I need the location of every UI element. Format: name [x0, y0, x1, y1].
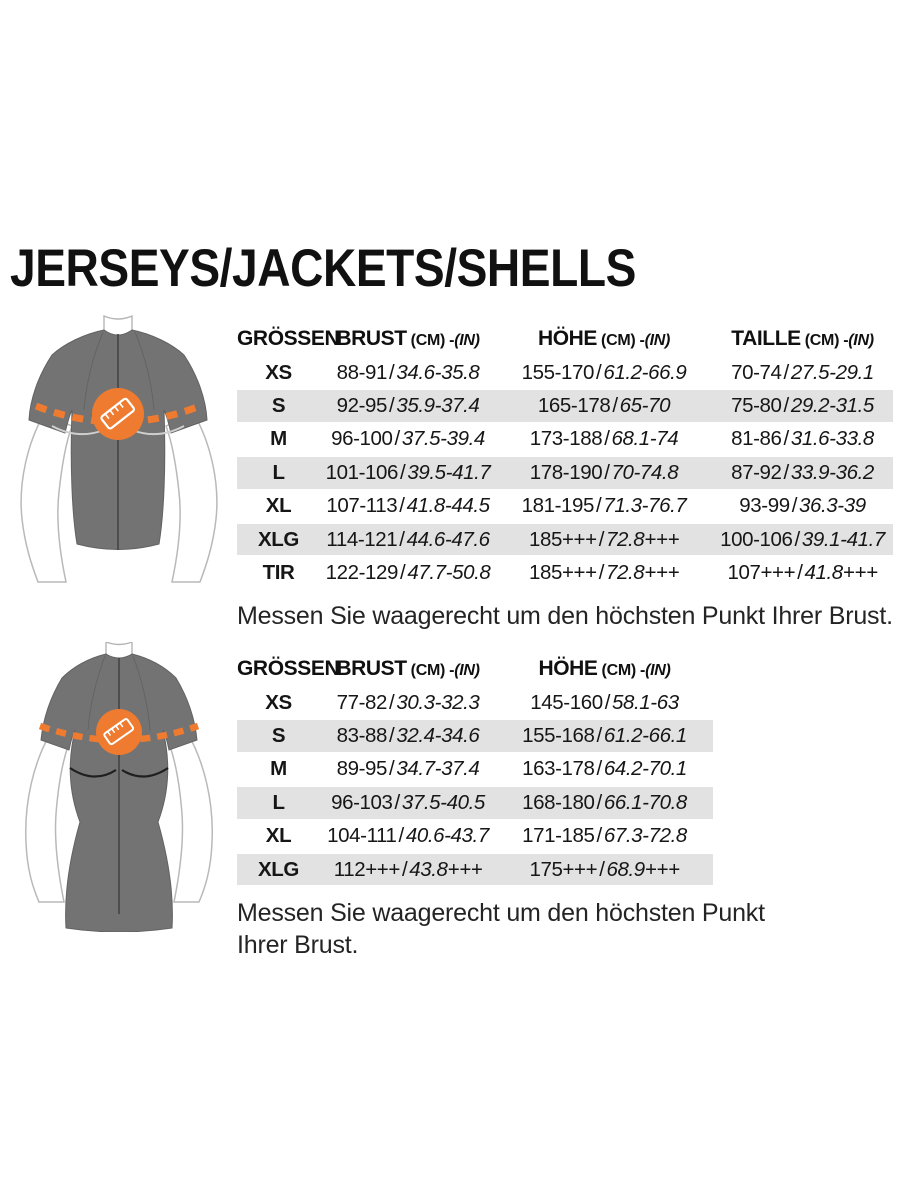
measurement-cell: 168-180 / 66.1-70.8: [522, 790, 687, 814]
measuring-note-men: Messen Sie waagerecht um den höchsten Punkt Ihrer Brust.: [237, 602, 893, 630]
measurement-cell: 165-178 / 65-70: [537, 394, 671, 418]
size-name: XLG: [258, 527, 299, 551]
measurement-cell: 96-100 / 37.5-39.4: [331, 427, 485, 451]
measurement-cell: 104-111 / 40.6-43.7: [327, 824, 489, 848]
measurement-cell: 171-185 / 67.3-72.8: [522, 824, 687, 848]
size-name: L: [272, 790, 285, 814]
measurement-cell: 155-170 / 61.2-66.9: [521, 360, 687, 384]
page-title: JERSEYS/JACKETS/SHELLS: [10, 239, 636, 298]
size-name: XLG: [258, 857, 299, 881]
measurement-cell: 155-168 / 61.2-66.1: [522, 724, 687, 748]
measurement-cell: 122-129 / 47.7-50.8: [325, 561, 491, 585]
size-row-xl: [237, 490, 893, 523]
measurement-cell: 96-103 / 37.5-40.5: [331, 790, 485, 814]
measurement-cell: 185+++ / 72.8+++: [528, 527, 680, 551]
size-row-s: [237, 719, 713, 752]
size-row-l: [237, 786, 713, 819]
size-row-xlg: [237, 853, 713, 886]
measurement-cell: 77-82 / 30.3-32.3: [336, 690, 480, 714]
size-row-s: [237, 389, 893, 422]
measurement-cell: 175+++ / 68.9+++: [529, 857, 680, 881]
measurement-cell: 75-80 / 29.2-31.5: [731, 394, 874, 418]
measurement-cell: 145-160 / 58.1-63: [530, 690, 679, 714]
size-row-xs: [237, 686, 713, 719]
measurement-cell: 83-88 / 32.4-34.6: [336, 724, 480, 748]
measurement-cell: 163-178 / 64.2-70.1: [522, 757, 687, 781]
size-name: XL: [265, 494, 292, 518]
measurement-cell: 81-86 / 31.6-33.8: [731, 427, 874, 451]
measurement-cell: 92-95 / 35.9-37.4: [336, 394, 480, 418]
measurement-cell: 107+++ / 41.8+++: [727, 561, 878, 585]
table-header-row: [237, 652, 713, 686]
table-header-row: [237, 322, 893, 356]
measurement-cell: 178-190 / 70-74.8: [529, 460, 679, 484]
size-row-xl: [237, 820, 713, 853]
size-name: XS: [265, 360, 292, 384]
measurement-cell: 107-113 / 41.8-44.5: [326, 494, 490, 518]
size-name: S: [271, 724, 286, 748]
size-name: M: [270, 427, 287, 451]
measurement-cell: 114-121 / 44.6-47.6: [326, 527, 490, 551]
ruler-icon: [96, 709, 142, 755]
size-name: XS: [265, 690, 292, 714]
mens-size-table: [237, 322, 893, 590]
measurement-cell: 89-95 / 34.7-37.4: [336, 757, 480, 781]
column-header: GRÖSSEN: [237, 327, 340, 350]
size-row-m: [237, 753, 713, 786]
size-row-m: [237, 423, 893, 456]
measurement-cell: 101-106 / 39.5-41.7: [325, 460, 491, 484]
size-row-xs: [237, 356, 893, 389]
womens-jersey-graphic: [6, 642, 232, 932]
womens-size-table: [237, 652, 713, 886]
measurement-cell: 181-195 / 71.3-76.7: [521, 494, 687, 518]
column-header: BRUST (CM) - (IN): [336, 327, 480, 350]
measurement-cell: 112+++ / 43.8+++: [333, 857, 483, 881]
column-header: TAILLE (CM) - (IN): [731, 327, 874, 350]
size-name: L: [272, 460, 285, 484]
size-row-xlg: [237, 523, 893, 556]
measurement-cell: 87-92 / 33.9-36.2: [731, 460, 874, 484]
measuring-note-women: Messen Sie waagerecht um den höchsten Punkt Ihrer Brust.: [237, 899, 765, 959]
womens-torso-illustration: [6, 642, 232, 932]
size-name: M: [270, 757, 287, 781]
column-header: HÖHE (CM) - (IN): [537, 327, 671, 350]
size-name: XL: [265, 824, 292, 848]
mens-torso-illustration: [6, 314, 232, 604]
measurement-cell: 100-106 / 39.1-41.7: [720, 527, 885, 551]
size-row-tir: [237, 556, 893, 589]
size-name: S: [271, 394, 286, 418]
measurement-cell: 93-99 / 36.3-39: [739, 494, 866, 518]
size-name: TIR: [262, 561, 295, 585]
column-header: BRUST (CM) - (IN): [336, 657, 480, 680]
measurement-cell: 88-91 / 34.6-35.8: [336, 360, 480, 384]
measurement-cell: 173-188 / 68.1-74: [529, 427, 679, 451]
measurement-cell: 70-74 / 27.5-29.1: [731, 360, 874, 384]
ruler-icon: [92, 388, 144, 440]
column-header: HÖHE (CM) - (IN): [538, 657, 671, 680]
mens-jersey-graphic: [6, 314, 232, 604]
column-header: GRÖSSEN: [237, 657, 340, 680]
size-row-l: [237, 456, 893, 489]
measurement-cell: 185+++ / 72.8+++: [528, 561, 680, 585]
